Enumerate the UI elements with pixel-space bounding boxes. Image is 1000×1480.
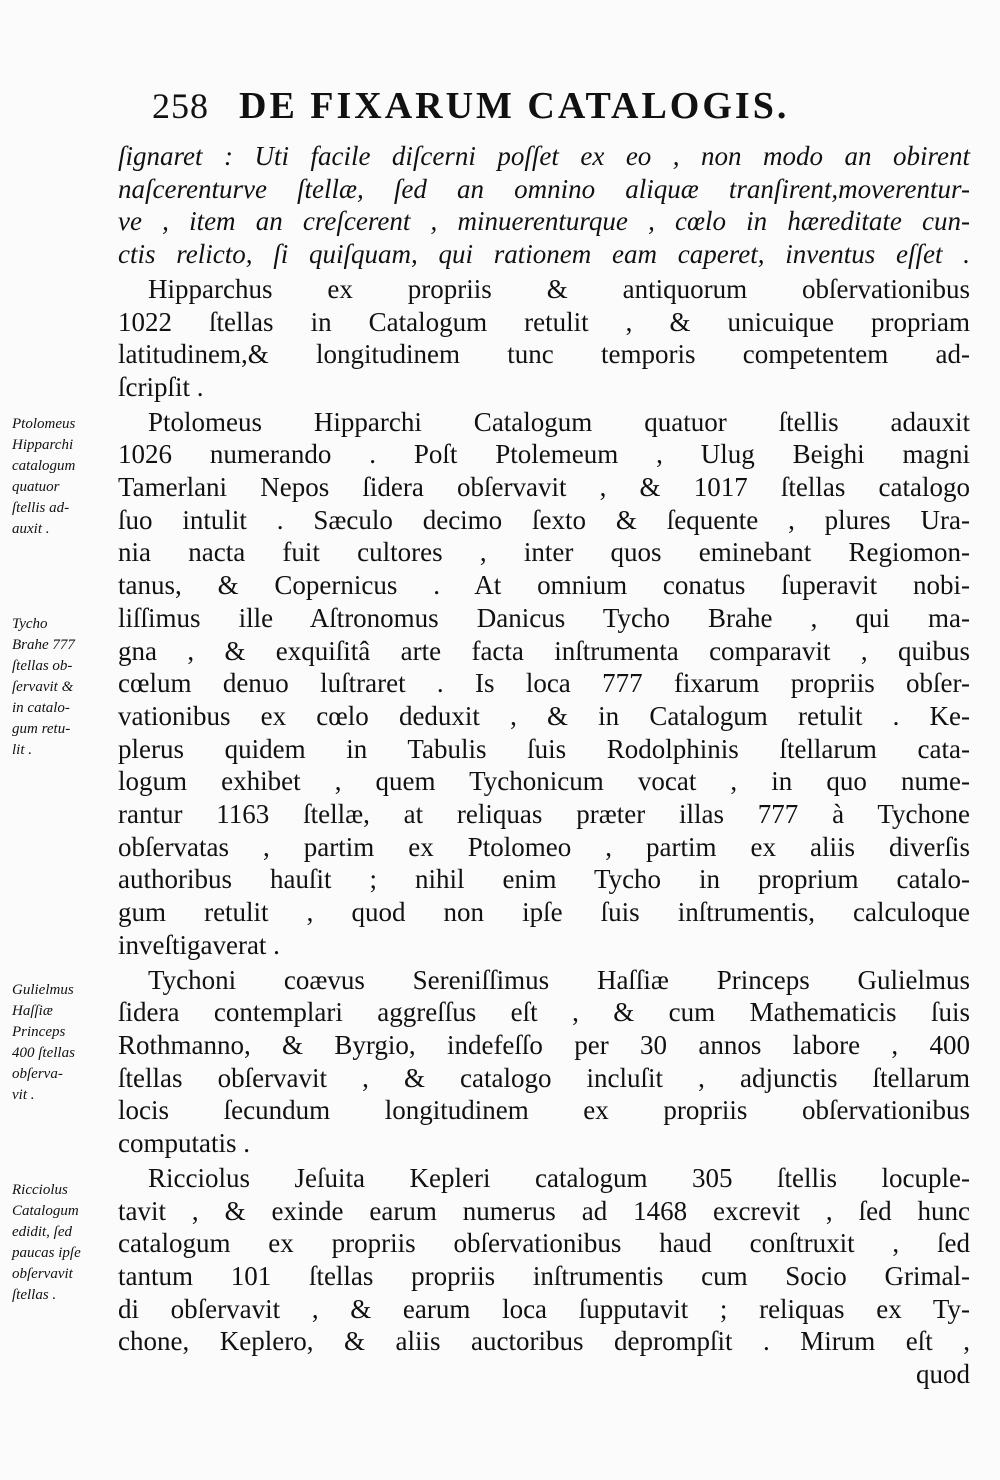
margin-note-line: lit .	[12, 742, 33, 758]
margin-note-line: vit .	[12, 1087, 35, 1103]
text-line: Tamerlani Nepos ſidera obſervavit , & 1017 ſtellas catalogo	[118, 472, 970, 503]
text-line: liſſimus ille Aſtronomus Danicus Tycho Brahe , qui ma-	[118, 602, 970, 633]
margin-note-line: Princeps	[12, 1024, 66, 1040]
margin-note-line: auxit .	[12, 521, 50, 537]
text-line: gum retulit , quod non ipſe ſuis inſtrumentis, calculoque	[118, 897, 970, 928]
margin-note-line: edidit, ſed	[12, 1224, 72, 1240]
margin-note-tycho	[12, 614, 124, 761]
margin-note-line: ſtellas ob-	[12, 658, 73, 674]
margin-note-line: quatuor	[12, 479, 60, 495]
text-line: tanus, & Copernicus . At omnium conatus ſuperavit nobi-	[118, 570, 970, 601]
text-line: obſervatas , partim ex Ptolomeo , partim ex aliis diverſis	[118, 831, 970, 862]
margin-note-ricciolus	[12, 1180, 124, 1306]
text-line: ſidera contemplari aggreſſus eſt , & cum Mathematicis ſuis	[118, 997, 970, 1028]
text-line: inveſtigaverat .	[118, 929, 280, 960]
paragraph-start-line: Hipparchus ex propriis & antiquorum obſervationibus	[148, 273, 970, 304]
margin-note-line: Brahe 777	[12, 637, 75, 653]
text-line: ctis relicto, ſi quiſquam, qui rationem eam caperet, inventus eſſet .	[118, 239, 970, 270]
text-line: ve , item an creſcerent , minuerenturque , cœlo in hæreditate cun-	[118, 206, 970, 237]
text-line: Rothmanno, & Byrgio, indefeſſo per 30 annos labore , 400	[118, 1029, 970, 1060]
margin-note-ptolomeus	[12, 414, 124, 540]
margin-note-line: 400 ſtellas	[12, 1045, 75, 1061]
margin-note-line: ſtellis ad-	[12, 500, 70, 516]
text-line: plerus quidem in Tabulis ſuis Rodolphinis ſtellarum cata-	[118, 733, 970, 764]
margin-note-line: Gulielmus	[12, 982, 74, 998]
margin-note-line: Tycho	[12, 616, 48, 632]
text-line: 1026 numerando . Poſt Ptolemeum , Ulug Beighi magni	[118, 439, 970, 470]
text-line: naſcerenturve ſtellæ, ſed an omnino aliquæ tranſirent,moverentur-	[118, 173, 970, 204]
text-line: tavit , & exinde earum numerus ad 1468 excrevit , ſed hunc	[118, 1195, 970, 1226]
margin-note-line: in catalo-	[12, 700, 70, 716]
margin-note-line: paucas ipſe	[12, 1245, 81, 1261]
text-line: di obſervavit , & earum loca ſupputavit ; reliquas ex Ty-	[118, 1293, 970, 1324]
margin-note-line: Ptolomeus	[12, 416, 76, 432]
paragraph-start-line: Ptolomeus Hipparchi Catalogum quatuor ſtellis adauxit	[148, 406, 970, 437]
body-text	[118, 140, 970, 1391]
running-title: DE FIXARUM CATALOGIS.	[239, 85, 790, 127]
text-line: ſignaret : Uti facile diſcerni poſſet ex eo , non modo an obirent	[118, 141, 970, 171]
text-line: ſcripſit .	[118, 371, 204, 402]
page-number: 258	[152, 86, 209, 126]
text-line: chone, Keplero, & aliis auctoribus deprompſit . Mirum eſt ,	[118, 1326, 970, 1357]
text-line: locis ſecundum longitudinem ex propriis obſervationibus	[118, 1095, 970, 1126]
catchword: quod	[916, 1359, 970, 1390]
text-line: ſuo intulit . Sæculo decimo ſexto & ſequente , plures Ura-	[118, 504, 970, 535]
text-line: catalogum ex propriis obſervationibus haud conſtruxit , ſed	[118, 1228, 970, 1259]
margin-note-line: ſervavit &	[12, 679, 74, 695]
margin-note-line: obſervavit	[12, 1266, 73, 1282]
margin-note-line: Hipparchi	[12, 437, 74, 453]
text-line: nia nacta fuit cultores , inter quos eminebant Regiomon-	[118, 537, 970, 568]
page-header	[152, 84, 872, 134]
text-line: gna , & exquiſitâ arte facta inſtrumenta comparavit , quibus	[118, 635, 970, 666]
text-line: authoribus hauſit ; nihil enim Tycho in proprium catalo-	[118, 864, 970, 895]
text-line: ſtellas obſervavit , & catalogo incluſit , adjunctis ſtellarum	[118, 1062, 970, 1093]
margin-note-line: gum retu-	[12, 721, 71, 737]
text-line: latitudinem,& longitudinem tunc temporis competentem ad-	[118, 339, 970, 370]
margin-note-line: catalogum	[12, 458, 76, 474]
text-line: tantum 101 ſtellas propriis inſtrumentis cum Socio Grimal-	[118, 1260, 970, 1291]
paragraph-start-line: Ricciolus Jeſuita Kepleri catalogum 305 ſtellis locuple-	[148, 1162, 970, 1193]
margin-note-line: ſtellas .	[12, 1287, 57, 1303]
text-line: computatis .	[118, 1128, 250, 1159]
margin-note-line: obſerva-	[12, 1066, 63, 1082]
margin-note-line: Catalogum	[12, 1203, 79, 1219]
text-line: rantur 1163 ſtellæ, at reliquas præter illas 777 à Tychone	[118, 799, 970, 830]
margin-note-line: Ricciolus	[12, 1182, 68, 1198]
paragraph-start-line: Tychoni coævus Sereniſſimus Haſſiæ Princeps Gulielmus	[148, 964, 970, 995]
margin-note-line: Haſſiæ	[12, 1003, 53, 1019]
text-line: 1022 ſtellas in Catalogum retulit , & unicuique propriam	[118, 306, 970, 337]
text-line: vationibus ex cœlo deduxit , & in Catalogum retulit . Ke-	[118, 700, 970, 731]
margin-note-gulielmus	[12, 980, 124, 1106]
text-line: cœlum denuo luſtraret . Is loca 777 fixarum propriis obſer-	[118, 668, 970, 699]
text-line: logum exhibet , quem Tychonicum vocat , in quo nume-	[118, 766, 970, 797]
